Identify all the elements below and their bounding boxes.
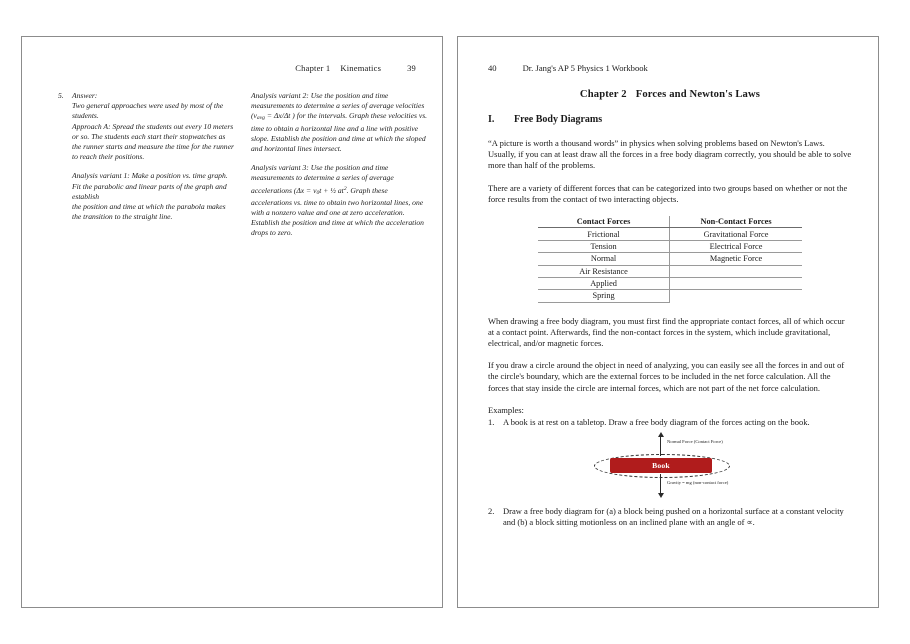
paragraph-1: “A picture is worth a thousand words” in physics when solving problems based on Newton's Laws. Usually, if you can at least draw all the forces in a free body diagram correctly, you should be able to solve more than half of the problems.	[488, 138, 852, 171]
variant3-subscript: 0	[316, 189, 320, 196]
free-body-diagram	[488, 436, 852, 496]
examples-label: Examples:	[488, 404, 524, 415]
cell-contact-force: Air Resistance	[538, 265, 670, 277]
cell-noncontact-force	[670, 265, 802, 277]
table-row	[538, 228, 802, 240]
left-column-first	[58, 91, 235, 239]
cell-contact-force: Normal	[538, 253, 670, 265]
variant3-prefix: Analysis variant 3: Use the position and time measurements to determine a series of average accelerations (Δx = v	[251, 163, 394, 195]
table-header-noncontact: Non-Contact Forces	[670, 216, 802, 228]
section-numeral: I.	[488, 114, 495, 125]
variant1-body-a: Fit the parabolic and linear parts of the graph and establish	[72, 181, 227, 201]
variant2-paragraph	[251, 91, 428, 154]
cell-noncontact-force: Magnetic Force	[670, 253, 802, 265]
answer-label: Answer:	[72, 91, 98, 100]
right-page-header	[488, 63, 648, 73]
table-row	[538, 290, 802, 302]
paragraph-4: If you draw a circle around the object in need of analyzing, you can easily see all the forces in and out of the circle's boundary, which are the external forces to be included in the net force calculation. All the forces that stay inside the circle are internal forces, which are not part of the net force calculation.	[488, 360, 845, 393]
cell-contact-force: Applied	[538, 277, 670, 289]
forces-table-body	[538, 228, 802, 302]
table-header-row	[538, 216, 802, 228]
normal-force-label: Normal Force (Contact Force)	[667, 439, 723, 445]
book-object: Book	[610, 458, 712, 473]
forces-table	[538, 216, 802, 303]
example-2-number: 2.	[488, 506, 495, 517]
answer-block	[58, 91, 235, 222]
answer-paragraph-2: Approach A: Spread the students out every 10 meters or so. The students each start their stopwatches as the runner starts and measure the time for the runner to reach their positions.	[72, 121, 234, 162]
cell-noncontact-force: Electrical Force	[670, 240, 802, 252]
right-page-number: 40	[488, 63, 497, 73]
answer-number: 5.	[58, 91, 64, 100]
cell-noncontact-force	[670, 290, 802, 302]
cell-contact-force: Spring	[538, 290, 670, 302]
paragraph-2: There are a variety of different forces that can be categorized into two groups based on whether or not the force results from the contact of two interacting objects.	[488, 182, 848, 204]
cell-noncontact-force: Gravitational Force	[670, 228, 802, 240]
variant1-title: Analysis variant 1: Make a position vs. time graph.	[72, 171, 228, 181]
example-item-1	[488, 417, 852, 428]
chapter-number: Chapter 2	[579, 89, 627, 100]
left-header-chapter: Chapter 1	[295, 63, 331, 73]
right-page-body	[488, 89, 852, 531]
variant1-body-b: the position and time at which the parabola makes the transition to the straight line.	[72, 202, 226, 222]
left-page-columns	[58, 91, 428, 239]
variant2-subscript: avg	[256, 115, 265, 122]
cell-contact-force: Tension	[538, 240, 670, 252]
variant3-paragraph	[251, 163, 428, 238]
section-title: Free Body Diagrams	[514, 114, 603, 125]
section-heading	[488, 114, 852, 125]
example-1-text: A book is at rest on a tabletop. Draw a free body diagram of the forces acting on the book.	[503, 417, 810, 428]
page-left	[21, 36, 443, 608]
left-column-second	[251, 91, 428, 239]
left-page-header	[295, 63, 416, 73]
normal-force-arrow-icon	[660, 436, 661, 456]
cell-contact-force: Frictional	[538, 228, 670, 240]
variant2-mid: = Δx/Δt ) for the intervals. Graph these velocities vs. time to obtain a horizontal line and a line with positive slope. Establish the position and time at which the sloped and horizontal lines intersect.	[251, 111, 428, 154]
chapter-title	[488, 89, 852, 100]
cell-noncontact-force	[670, 277, 802, 289]
page-right	[457, 36, 879, 608]
example-1-number: 1.	[488, 417, 495, 428]
gravity-force-label: Gravity = mg (non-contact force)	[667, 480, 729, 486]
table-row	[538, 240, 802, 252]
variant3-mid: t + ½ at	[319, 185, 344, 195]
table-row	[538, 277, 802, 289]
paragraph-3: When drawing a free body diagram, you must first find the appropriate contact forces, all of which occur at a contact point. Afterwards, find the non-contact forces in the system, which include gravitational, electrical, and/or magnetic forces.	[488, 315, 845, 349]
table-row	[538, 265, 802, 277]
book-title: Dr. Jang's AP 5 Physics 1 Workbook	[522, 63, 648, 73]
table-header-contact: Contact Forces	[538, 216, 670, 228]
left-page-number: 39	[407, 63, 416, 73]
free-body-diagram-inner	[570, 436, 770, 496]
left-header-title: Kinematics	[340, 63, 382, 73]
chapter-name: Forces and Newton's Laws	[635, 89, 761, 100]
variant3-superscript: 2	[343, 185, 347, 192]
table-row	[538, 253, 802, 265]
example-item-2	[488, 506, 852, 528]
variant3-end: . Graph these accelerations vs. time to obtain two horizontal lines, one with a nonzero value and one at zero acceleration. Establish the position and time at which the acceleration drops to zero.	[251, 185, 424, 238]
answer-paragraph-1: Two general approaches were used by most of the students.	[72, 101, 224, 121]
example-2-text: Draw a free body diagram for (a) a block being pushed on a horizontal surface at a constant velocity and (b) a block sitting motionless on an inclined plane with an angle of ∝.	[503, 506, 844, 528]
gravity-force-arrow-icon	[660, 474, 661, 494]
variant2-prefix: Analysis variant 2: Use the position and time measurements to determine a series of average velocities (v	[251, 91, 425, 121]
answer-body	[72, 91, 235, 222]
